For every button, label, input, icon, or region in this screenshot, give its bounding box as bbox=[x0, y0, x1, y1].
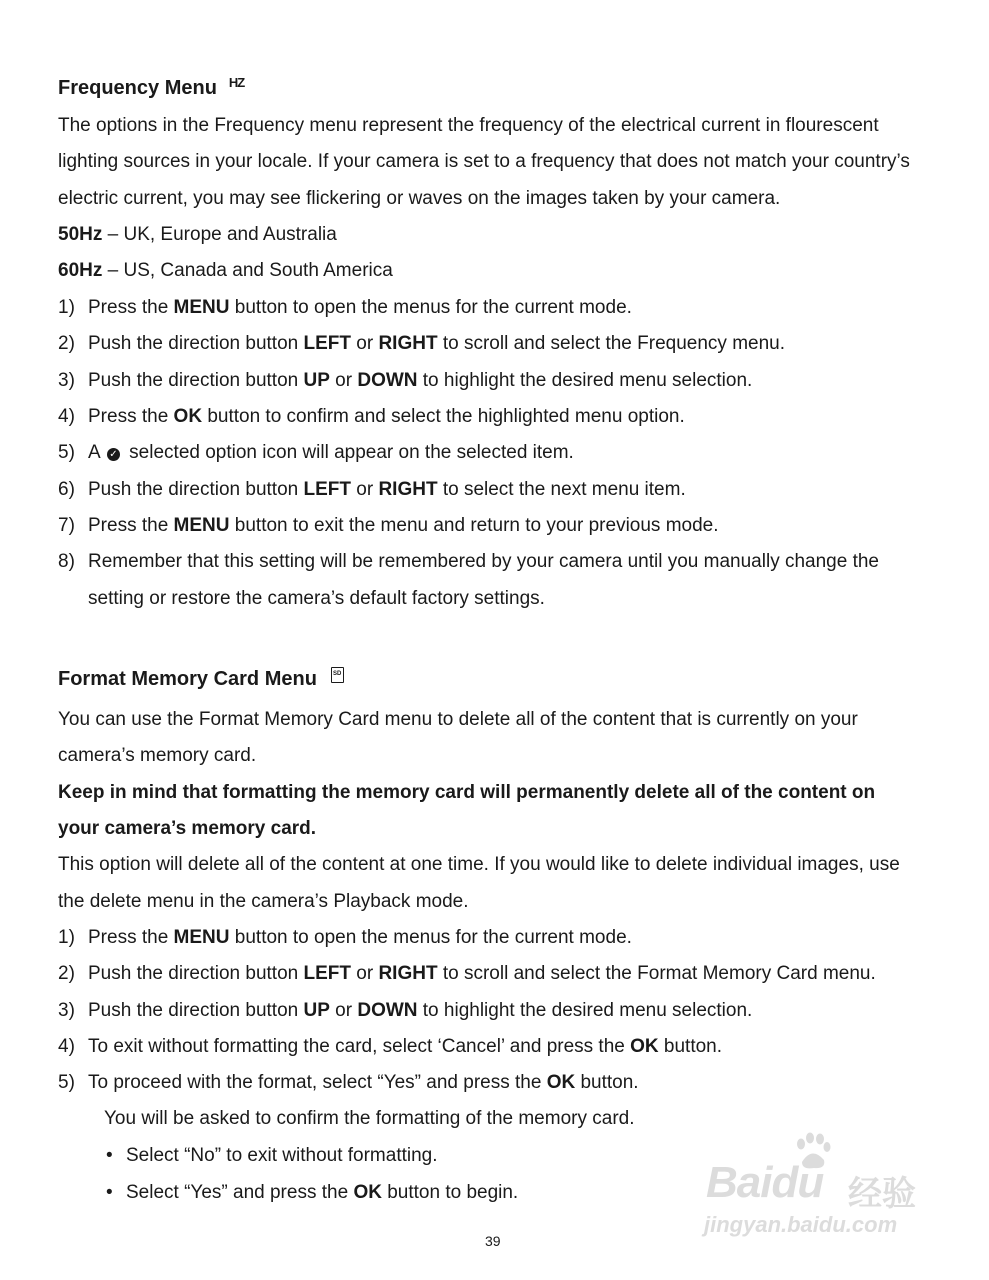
format-note-line-2: the delete menu in the camera’s Playback mode. bbox=[58, 891, 469, 912]
list-item bbox=[88, 297, 632, 319]
frequency-intro-line-3: electric current, you may see flickering or waves on the images taken by your camera. bbox=[58, 188, 781, 209]
sd-card-icon-label: SD bbox=[332, 671, 342, 677]
step-number: 1) bbox=[58, 927, 75, 948]
list-item bbox=[88, 370, 752, 392]
step-text: To proceed with the format, select “Yes” and press the bbox=[88, 1072, 547, 1093]
watermark-url: jingyan.baidu.com bbox=[704, 1212, 898, 1237]
step-number: 3) bbox=[58, 1000, 75, 1021]
bullet-icon: • bbox=[106, 1145, 113, 1166]
option-50hz bbox=[58, 224, 337, 246]
list-item bbox=[88, 442, 574, 464]
step-keyword: UP bbox=[303, 370, 330, 391]
step-text: to scroll and select the Frequency menu. bbox=[437, 333, 786, 354]
step-keyword: OK bbox=[630, 1036, 659, 1057]
option-60hz-label: 60Hz bbox=[58, 260, 103, 281]
step-text: or bbox=[350, 333, 379, 354]
step-text: or bbox=[329, 370, 358, 391]
step-keyword: DOWN bbox=[357, 1000, 418, 1021]
list-item bbox=[88, 1000, 752, 1022]
step-keyword: MENU bbox=[173, 297, 230, 318]
step-text: Press the bbox=[88, 297, 174, 318]
step-number: 5) bbox=[58, 442, 75, 463]
step-text: Push the direction button bbox=[88, 370, 304, 391]
option-60hz bbox=[58, 260, 393, 282]
format-heading bbox=[58, 667, 344, 690]
step-keyword: MENU bbox=[173, 927, 230, 948]
step-keyword: DOWN bbox=[357, 370, 418, 391]
format-intro-line-1: You can use the Format Memory Card menu to delete all of the content that is currently on your bbox=[58, 709, 858, 730]
step-keyword: UP bbox=[303, 1000, 330, 1021]
page-number: 39 bbox=[485, 1233, 501, 1249]
step-keyword: RIGHT bbox=[378, 479, 438, 500]
step-text: Press the bbox=[88, 406, 174, 427]
step-number: 7) bbox=[58, 515, 75, 536]
step-text: A bbox=[88, 442, 105, 463]
confirm-note: You will be asked to confirm the formatting of the memory card. bbox=[104, 1108, 635, 1129]
bullet-text: Select “Yes” and press the bbox=[126, 1182, 354, 1203]
sd-card-icon bbox=[331, 667, 344, 683]
hz-icon: HZ bbox=[228, 75, 245, 90]
option-60hz-text: – US, Canada and South America bbox=[102, 260, 393, 281]
step-number: 3) bbox=[58, 370, 75, 391]
bullet-icon: • bbox=[106, 1182, 113, 1203]
step-text: button to open the menus for the current mode. bbox=[229, 927, 632, 948]
step-keyword: OK bbox=[173, 406, 203, 427]
step-text: to select the next menu item. bbox=[437, 479, 686, 500]
step-keyword: RIGHT bbox=[378, 333, 438, 354]
frequency-intro-line-1: The options in the Frequency menu represent the frequency of the electrical current in flourescent bbox=[58, 115, 879, 136]
list-item bbox=[88, 1072, 639, 1094]
frequency-heading bbox=[58, 72, 244, 99]
list-item bbox=[88, 333, 785, 355]
watermark-logo: Baidu bbox=[706, 1158, 824, 1207]
step-number: 5) bbox=[58, 1072, 75, 1093]
step-number: 2) bbox=[58, 963, 75, 984]
step-text: or bbox=[329, 1000, 358, 1021]
bullet-item bbox=[126, 1182, 518, 1204]
step-keyword: LEFT bbox=[303, 963, 351, 984]
step-number: 2) bbox=[58, 333, 75, 354]
step-text: Push the direction button bbox=[88, 479, 304, 500]
bullet-keyword: OK bbox=[353, 1182, 382, 1203]
step-text: button to confirm and select the highlighted menu option. bbox=[202, 406, 685, 427]
list-item bbox=[88, 927, 632, 949]
step-text: or bbox=[350, 479, 379, 500]
step-text: button to open the menus for the current mode. bbox=[229, 297, 632, 318]
watermark-cn: 经验 bbox=[848, 1175, 916, 1213]
format-warning-line-2: your camera’s memory card. bbox=[58, 818, 317, 839]
step-text: Push the direction button bbox=[88, 333, 304, 354]
step-text: Press the bbox=[88, 927, 174, 948]
list-item-continuation: setting or restore the camera’s default factory settings. bbox=[88, 588, 545, 609]
step-keyword: OK bbox=[546, 1072, 576, 1093]
step-text: or bbox=[350, 963, 379, 984]
step-text: Push the direction button bbox=[88, 1000, 304, 1021]
step-text: button. bbox=[575, 1072, 639, 1093]
step-text: Push the direction button bbox=[88, 963, 304, 984]
format-title: Format Memory Card Menu bbox=[58, 668, 317, 690]
format-note-line-1: This option will delete all of the content at one time. If you would like to delete individual images, use bbox=[58, 854, 900, 875]
step-text: Press the bbox=[88, 515, 174, 536]
step-number: 4) bbox=[58, 1036, 75, 1057]
frequency-intro-line-2: lighting sources in your locale. If your camera is set to a frequency that does not match your country’s bbox=[58, 151, 910, 172]
step-text: To exit without formatting the card, select ‘Cancel’ and press the bbox=[88, 1036, 631, 1057]
step-text: selected option icon will appear on the selected item. bbox=[123, 442, 574, 463]
bullet-text: button to begin. bbox=[381, 1182, 519, 1203]
list-item bbox=[88, 515, 719, 537]
step-keyword: LEFT bbox=[303, 479, 351, 500]
list-item bbox=[88, 1036, 722, 1058]
list-item: Remember that this setting will be remembered by your camera until you manually change the bbox=[88, 551, 879, 572]
list-item bbox=[88, 963, 876, 985]
option-50hz-text: – UK, Europe and Australia bbox=[102, 224, 337, 245]
step-number: 8) bbox=[58, 551, 75, 572]
step-text: to scroll and select the Format Memory Card menu. bbox=[437, 963, 876, 984]
step-text: button to exit the menu and return to your previous mode. bbox=[229, 515, 719, 536]
frequency-title: Frequency Menu bbox=[58, 77, 217, 99]
selected-check-icon: ✓ bbox=[107, 448, 120, 461]
step-number: 6) bbox=[58, 479, 75, 500]
format-warning-line-1: Keep in mind that formatting the memory card will permanently delete all of the content on bbox=[58, 782, 876, 803]
baidu-watermark bbox=[700, 1130, 940, 1240]
step-text: button. bbox=[658, 1036, 723, 1057]
format-intro-line-2: camera’s memory card. bbox=[58, 745, 257, 766]
step-text: to highlight the desired menu selection. bbox=[417, 1000, 753, 1021]
step-keyword: RIGHT bbox=[378, 963, 438, 984]
step-keyword: LEFT bbox=[303, 333, 351, 354]
bullet-item bbox=[126, 1145, 438, 1167]
list-item bbox=[88, 479, 686, 501]
step-number: 4) bbox=[58, 406, 75, 427]
step-number: 1) bbox=[58, 297, 75, 318]
option-50hz-label: 50Hz bbox=[58, 224, 103, 245]
list-item bbox=[88, 406, 685, 428]
step-keyword: MENU bbox=[173, 515, 230, 536]
step-text: to highlight the desired menu selection. bbox=[417, 370, 753, 391]
bullet-text: Select “No” to exit without formatting. bbox=[126, 1145, 438, 1166]
